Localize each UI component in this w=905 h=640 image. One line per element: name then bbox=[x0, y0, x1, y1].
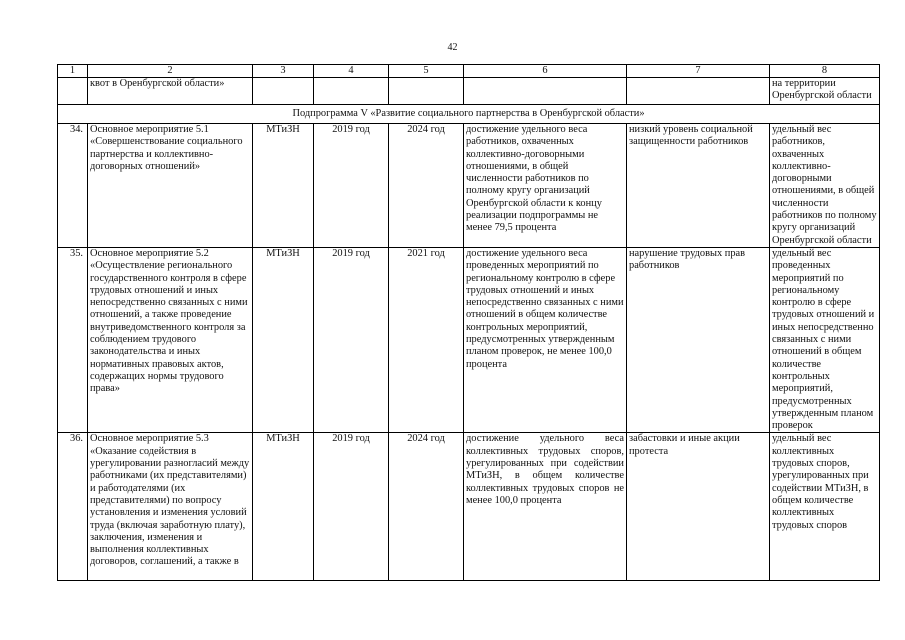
end-cell: 2024 год bbox=[389, 433, 464, 581]
column-number: 3 bbox=[253, 65, 314, 78]
consequence-cell: низкий уровень социальной защищенности работников bbox=[627, 124, 770, 248]
column-number: 5 bbox=[389, 65, 464, 78]
event-cell: Основное мероприятие 5.1 «Совершенствование социального партнерства и коллективно-договорных отношений» bbox=[88, 124, 253, 248]
indicator-cell: удельный вес работников, охваченных коллективно-договорными отношениями, в общей численности работников по полному кругу организаций Оренбургской области bbox=[770, 124, 880, 248]
column-number: 8 bbox=[770, 65, 880, 78]
start-cell: 2019 год bbox=[314, 247, 389, 432]
end-cell: 2024 год bbox=[389, 124, 464, 248]
column-number: 7 bbox=[627, 65, 770, 78]
start-cell: 2019 год bbox=[314, 124, 389, 248]
column-number: 4 bbox=[314, 65, 389, 78]
page-number: 42 bbox=[447, 42, 458, 53]
continuation-row bbox=[58, 78, 880, 105]
result-cell: достижение удельного веса работников, охваченных коллективно-договорными отношениями, в общей численности работников по полному кругу организаций Оренбургской области к концу реализации подпрограммы не менее 79,5 процента bbox=[464, 124, 627, 248]
row-number: 35. bbox=[58, 247, 88, 432]
event-cell: Основное мероприятие 5.3 «Оказание содействия в урегулировании разногласий между работниками (их представителями) и работодателями (их представителями) по вопросу установления и изменения условий труда (включая заработную плату), заключения, изменения и выполнения коллективных договоров, соглашений, а также в bbox=[88, 433, 253, 581]
continuation-indicator-text: на территории Оренбургской области bbox=[770, 78, 880, 105]
column-number-row bbox=[58, 65, 880, 78]
indicator-cell: удельный вес коллективных трудовых споров, урегулированных при содействии МТиЗН, в общем количестве коллективных трудовых споров bbox=[770, 433, 880, 581]
program-table bbox=[57, 64, 880, 581]
table-row bbox=[58, 247, 880, 432]
start-cell: 2019 год bbox=[314, 433, 389, 581]
indicator-cell: удельный вес проведенных мероприятий по региональному контролю в сфере трудовых отношений и иных непосредственно связанных с ними отношений в общем количестве контрольных мероприятий, предусмотренных утвержденным планом проверок bbox=[770, 247, 880, 432]
column-number: 6 bbox=[464, 65, 627, 78]
result-cell: достижение удельного веса проведенных мероприятий по региональному контролю в сфере трудовых отношений и иных непосредственно связанных с ними отношений в общем количестве контрольных мероприятий, предусмотренных утвержденным планом проверок, не менее 100,0 процента bbox=[464, 247, 627, 432]
row-number: 36. bbox=[58, 433, 88, 581]
event-cell: Основное мероприятие 5.2 «Осуществление регионального государственного контроля в сфере трудовых отношений и иных непосредственно связанных с ними отношений, а также проведение внутриведомственного контроля за соблюдением трудового законодательства и иных нормативных правовых актов, содержащих нормы трудового права» bbox=[88, 247, 253, 432]
subprogram-title: Подпрограмма V «Развитие социального партнерства в Оренбургской области» bbox=[58, 105, 880, 124]
executor-cell: МТиЗН bbox=[253, 247, 314, 432]
consequence-cell: нарушение трудовых прав работников bbox=[627, 247, 770, 432]
row-number: 34. bbox=[58, 124, 88, 248]
subprogram-row bbox=[58, 105, 880, 124]
end-cell: 2021 год bbox=[389, 247, 464, 432]
table-row bbox=[58, 433, 880, 581]
table-row bbox=[58, 124, 880, 248]
column-number: 1 bbox=[58, 65, 88, 78]
result-cell: достижение удельного веса коллективных трудовых споров, урегулированных при содействии МТиЗН, в общем количестве коллективных трудовых споров не менее 100,0 процента bbox=[464, 433, 627, 581]
executor-cell: МТиЗН bbox=[253, 433, 314, 581]
continuation-event-text: квот в Оренбургской области» bbox=[88, 78, 253, 105]
consequence-cell: забастовки и иные акции протеста bbox=[627, 433, 770, 581]
column-number: 2 bbox=[88, 65, 253, 78]
executor-cell: МТиЗН bbox=[253, 124, 314, 248]
